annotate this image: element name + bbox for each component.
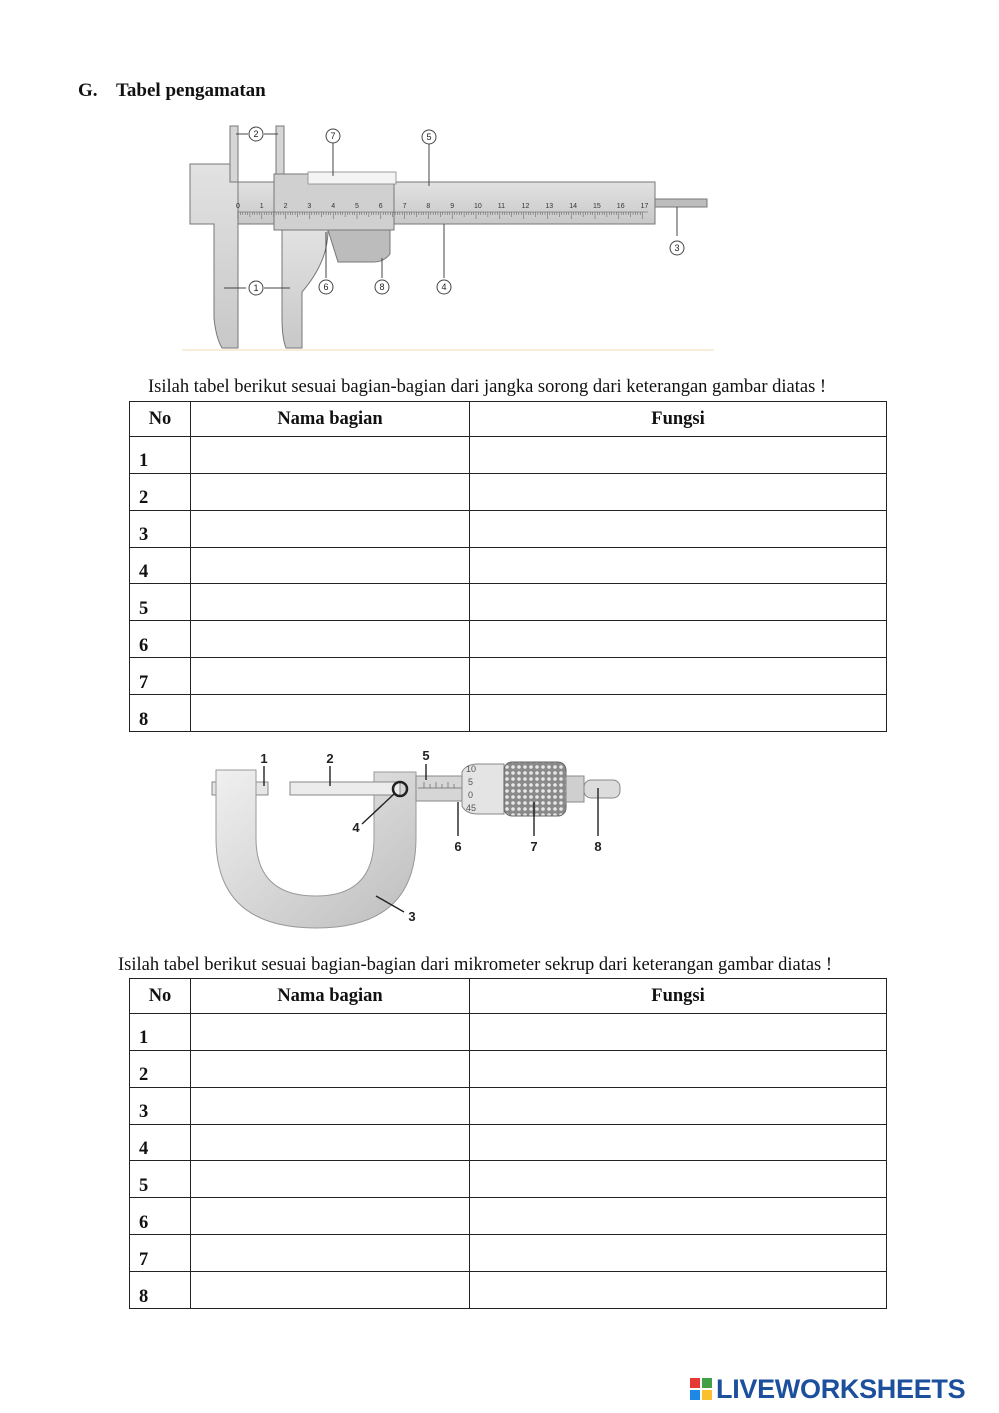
scale-number: 7 [402, 203, 407, 210]
section-title: Tabel pengamatan [116, 80, 266, 101]
thimble-number: 10 [466, 764, 477, 774]
part-name-cell[interactable] [191, 1050, 470, 1087]
function-cell[interactable] [470, 621, 887, 658]
part-name-cell[interactable] [191, 621, 470, 658]
table-row [130, 1124, 887, 1161]
row-number: 1 [130, 436, 191, 473]
part-name-cell[interactable] [191, 1087, 470, 1124]
part-name-cell[interactable] [191, 695, 470, 732]
part-name-cell[interactable] [191, 510, 470, 547]
micrometer-label-1: 1 [260, 751, 268, 766]
table-row [130, 510, 887, 547]
part-name-cell[interactable] [191, 436, 470, 473]
row-number: 3 [130, 1087, 191, 1124]
row-number: 7 [130, 1235, 191, 1272]
function-cell[interactable] [470, 1050, 887, 1087]
caliper-instruction: Isilah tabel berikut sesuai bagian-bagian dari jangka sorong dari keterangan gambar diatas ! [148, 377, 827, 397]
caliper-label-2: 2 [253, 129, 259, 139]
table-row [130, 1235, 887, 1272]
col-header-function: Fungsi [470, 979, 887, 1014]
part-name-cell[interactable] [191, 1124, 470, 1161]
logo-wordmark: LIVEWORKSHEETS [716, 1373, 966, 1404]
micrometer-label-7: 7 [530, 839, 538, 854]
col-header-function: Fungsi [470, 402, 887, 437]
function-cell[interactable] [470, 473, 887, 510]
table-row [130, 695, 887, 732]
row-number: 1 [130, 1013, 191, 1050]
function-cell[interactable] [470, 658, 887, 695]
function-cell[interactable] [470, 1235, 887, 1272]
micrometer-figure [168, 728, 648, 934]
table-row [130, 436, 887, 473]
function-cell[interactable] [470, 1124, 887, 1161]
scale-number: 3 [307, 203, 312, 210]
row-number: 2 [130, 473, 191, 510]
caliper-label-4: 4 [441, 282, 447, 292]
logo-mark-icon [690, 1378, 712, 1400]
function-cell[interactable] [470, 584, 887, 621]
table-row [130, 658, 887, 695]
thimble-number: 45 [466, 803, 477, 813]
micrometer-label-2: 2 [326, 751, 334, 766]
scale-number: 15 [593, 203, 601, 210]
logo-square [690, 1390, 700, 1400]
part-name-cell[interactable] [191, 1272, 470, 1309]
part-name-cell[interactable] [191, 1235, 470, 1272]
micrometer-label-3: 3 [408, 909, 416, 924]
table-row [130, 1013, 887, 1050]
row-number: 6 [130, 1198, 191, 1235]
caliper-label-8: 8 [379, 282, 385, 292]
scale-number: 5 [355, 203, 359, 210]
function-cell[interactable] [470, 1272, 887, 1309]
part-name-cell[interactable] [191, 473, 470, 510]
thimble-number: 5 [468, 777, 474, 787]
scale-number: 13 [545, 203, 554, 210]
function-cell[interactable] [470, 1161, 887, 1198]
scale-number: 4 [331, 203, 336, 210]
vernier-caliper-figure [178, 112, 718, 354]
row-number: 5 [130, 584, 191, 621]
function-cell[interactable] [470, 1013, 887, 1050]
row-number: 7 [130, 658, 191, 695]
table-row [130, 1050, 887, 1087]
function-cell[interactable] [470, 510, 887, 547]
section-heading [78, 80, 266, 102]
function-cell[interactable] [470, 1198, 887, 1235]
micrometer-label-6: 6 [454, 839, 462, 854]
table-row [130, 1087, 887, 1124]
caliper-table [129, 401, 887, 732]
caliper-label-7: 7 [330, 131, 336, 141]
micrometer-label-4: 4 [352, 820, 360, 835]
caliper-label-1: 1 [253, 283, 259, 293]
caliper-label-6: 6 [323, 282, 329, 292]
row-number: 2 [130, 1050, 191, 1087]
liveworksheets-logo [690, 1372, 965, 1406]
scale-number: 0 [236, 203, 240, 210]
table-header-row [130, 402, 887, 437]
scale-number: 16 [616, 203, 625, 210]
row-number: 3 [130, 510, 191, 547]
table-row [130, 584, 887, 621]
col-header-no: No [130, 402, 191, 437]
part-name-cell[interactable] [191, 547, 470, 584]
scale-number: 12 [521, 203, 530, 210]
row-number: 6 [130, 621, 191, 658]
thimble-number: 0 [468, 790, 474, 800]
col-header-no: No [130, 979, 191, 1014]
logo-square [702, 1378, 712, 1388]
part-name-cell[interactable] [191, 1161, 470, 1198]
col-header-name: Nama bagian [191, 402, 470, 437]
micrometer-instruction: Isilah tabel berikut sesuai bagian-bagian dari mikrometer sekrup dari keterangan gambar diatas ! [118, 955, 833, 975]
scale-number: 8 [426, 203, 431, 210]
function-cell[interactable] [470, 695, 887, 732]
scale-number: 2 [283, 203, 288, 210]
table-row [130, 1272, 887, 1309]
function-cell[interactable] [470, 547, 887, 584]
part-name-cell[interactable] [191, 584, 470, 621]
scale-number: 1 [259, 203, 264, 210]
part-name-cell[interactable] [191, 658, 470, 695]
scale-number: 11 [497, 203, 506, 210]
scale-number: 6 [378, 203, 383, 210]
table-row [130, 1161, 887, 1198]
table-row [130, 547, 887, 584]
micrometer-label-5: 5 [422, 748, 430, 763]
col-header-name: Nama bagian [191, 979, 470, 1014]
table-row [130, 621, 887, 658]
row-number: 5 [130, 1161, 191, 1198]
table-header-row [130, 979, 887, 1014]
function-cell[interactable] [470, 436, 887, 473]
logo-square [702, 1390, 712, 1400]
function-cell[interactable] [470, 1087, 887, 1124]
part-name-cell[interactable] [191, 1198, 470, 1235]
row-number: 4 [130, 547, 191, 584]
caliper-label-3: 3 [674, 243, 680, 253]
micrometer-table [129, 978, 887, 1309]
scale-number: 14 [569, 203, 577, 210]
table-row [130, 473, 887, 510]
scale-number: 10 [474, 203, 482, 210]
row-number: 4 [130, 1124, 191, 1161]
section-letter: G. [78, 80, 98, 101]
part-name-cell[interactable] [191, 1013, 470, 1050]
scale-number: 9 [450, 203, 455, 210]
scale-number: 17 [640, 203, 649, 210]
micrometer-label-8: 8 [594, 839, 602, 854]
row-number: 8 [130, 695, 191, 732]
logo-square [690, 1378, 700, 1388]
row-number: 8 [130, 1272, 191, 1309]
table-row [130, 1198, 887, 1235]
caliper-label-5: 5 [426, 132, 432, 142]
